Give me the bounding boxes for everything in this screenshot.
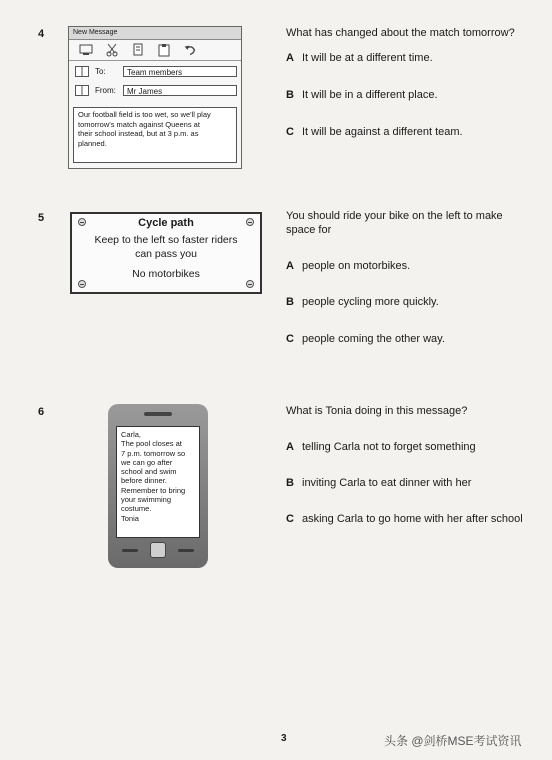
email-body-line: planned.: [78, 138, 107, 148]
sms-line: The pool closes at: [121, 439, 182, 449]
sms-line: school and swim: [121, 467, 177, 477]
option-text: It will be at a different time.: [302, 52, 433, 64]
address-book-icon: [75, 66, 89, 77]
address-book-icon: [75, 85, 89, 96]
sms-line: Remember to bring: [121, 485, 186, 495]
option-text: people on motorbikes.: [302, 260, 411, 272]
question-5-number: 5: [38, 212, 45, 224]
call-key-icon: [122, 549, 138, 552]
from-label: From:: [95, 85, 116, 95]
option-letter: A: [286, 441, 294, 453]
email-body-line: their school instead, but at 3 p.m. as: [78, 129, 199, 138]
option-letter: A: [286, 260, 294, 272]
speaker-icon: [144, 412, 172, 416]
from-row: [75, 83, 237, 97]
q6-option-c[interactable]: [286, 512, 523, 526]
option-letter: A: [286, 52, 294, 64]
screw-icon: [78, 218, 86, 226]
to-row: [75, 64, 237, 78]
email-window-title: New Message: [69, 27, 241, 40]
option-letter: C: [286, 333, 294, 345]
home-button-icon: [150, 542, 166, 558]
sms-line: Tonia: [121, 513, 139, 523]
undo-icon: [183, 43, 197, 57]
option-letter: B: [286, 296, 294, 308]
sign-title: Cycle path: [138, 217, 194, 229]
question-5-line: You should ride your bike on the left to make: [286, 210, 503, 222]
option-text: telling Carla not to forget something: [302, 441, 476, 453]
question-5-text: [286, 209, 503, 237]
sms-line: we can go after: [121, 457, 173, 467]
sms-line: costume.: [121, 504, 152, 514]
from-field: Mr James: [123, 85, 237, 96]
question-6-text: What is Tonia doing in this message?: [286, 405, 468, 417]
sms-line: your swimming: [121, 495, 172, 505]
mobile-phone: [108, 404, 208, 568]
option-text: It will be against a different team.: [302, 126, 463, 138]
q6-option-a[interactable]: [286, 440, 476, 454]
email-body-line: tomorrow's match against Queens at: [78, 119, 200, 129]
q6-option-b[interactable]: [286, 476, 471, 490]
question-6-number: 6: [38, 406, 45, 418]
sms-line: Carla,: [121, 430, 142, 439]
to-field: Team members: [123, 66, 237, 77]
option-letter: C: [286, 126, 294, 138]
sign-line: No motorbikes: [132, 268, 200, 280]
q4-option-b[interactable]: [286, 88, 438, 102]
to-label: To:: [95, 66, 106, 76]
option-text: people coming the other way.: [302, 333, 445, 345]
email-toolbar: [69, 40, 241, 61]
option-text: people cycling more quickly.: [302, 296, 439, 308]
paste-icon: [157, 43, 171, 57]
email-window: [68, 26, 242, 169]
q5-option-a[interactable]: [286, 259, 410, 273]
sign-line: can pass you: [135, 248, 197, 260]
sign-line: Keep to the left so faster riders: [94, 234, 238, 246]
q5-option-c[interactable]: [286, 332, 445, 346]
option-letter: B: [286, 89, 294, 101]
watermark: 头条 @剑桥MSE考试资讯: [384, 734, 522, 748]
option-letter: C: [286, 513, 294, 525]
q5-option-b[interactable]: [286, 295, 439, 309]
question-4-number: 4: [38, 28, 45, 40]
phone-screen: [116, 426, 200, 538]
email-body-line: Our football field is too wet, so we'll play: [78, 110, 211, 119]
option-text: It will be in a different place.: [302, 89, 438, 101]
page-number: 3: [281, 733, 287, 744]
option-text: inviting Carla to eat dinner with her: [302, 477, 472, 489]
screw-icon: [78, 280, 86, 288]
send-icon: [79, 43, 93, 57]
screw-icon: [246, 280, 254, 288]
email-body: [73, 107, 237, 163]
option-text: asking Carla to go home with her after school: [302, 513, 523, 525]
question-5-line: space for: [286, 224, 332, 236]
question-4-text: What has changed about the match tomorrow?: [286, 27, 515, 39]
end-key-icon: [178, 549, 194, 552]
copy-icon: [131, 43, 145, 57]
q4-option-c[interactable]: [286, 125, 463, 139]
sms-line: before dinner.: [121, 476, 167, 486]
cycle-path-sign: [70, 212, 262, 294]
cut-icon: [105, 43, 119, 57]
option-letter: B: [286, 477, 294, 489]
screw-icon: [246, 218, 254, 226]
sms-line: 7 p.m. tomorrow so: [121, 448, 186, 458]
q4-option-a[interactable]: [286, 51, 433, 65]
